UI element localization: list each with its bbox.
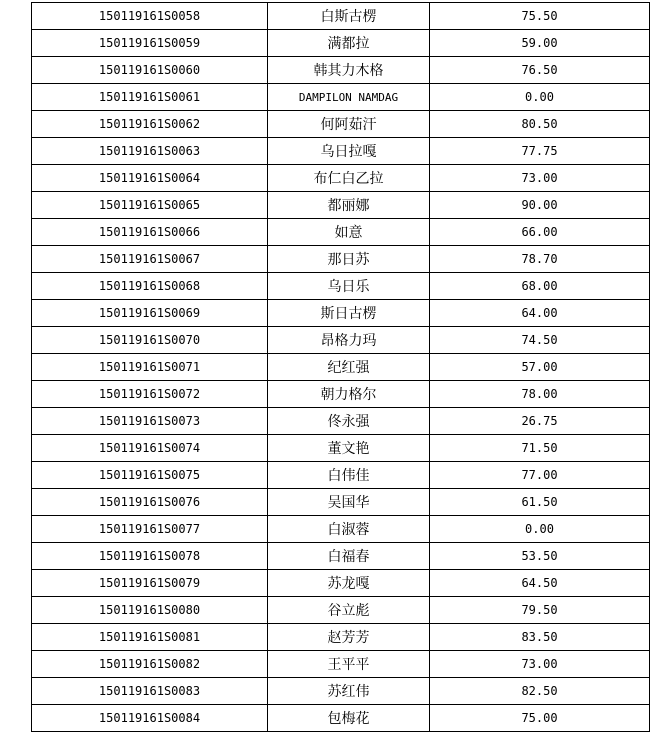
candidate-id-cell: 150119161S0084 bbox=[32, 705, 268, 732]
table-row bbox=[32, 705, 650, 732]
candidate-name-cell: 斯日古楞 bbox=[268, 300, 430, 327]
candidate-id-cell: 150119161S0066 bbox=[32, 219, 268, 246]
table-row bbox=[32, 327, 650, 354]
candidate-name-cell: 苏红伟 bbox=[268, 678, 430, 705]
table-row bbox=[32, 678, 650, 705]
table-row bbox=[32, 624, 650, 651]
candidate-id-cell: 150119161S0078 bbox=[32, 543, 268, 570]
table-row bbox=[32, 300, 650, 327]
candidate-id-cell: 150119161S0062 bbox=[32, 111, 268, 138]
candidate-name-cell: 乌日乐 bbox=[268, 273, 430, 300]
candidate-name-cell: 苏龙嘎 bbox=[268, 570, 430, 597]
table-row bbox=[32, 30, 650, 57]
score-cell: 64.00 bbox=[430, 300, 650, 327]
candidate-name-cell: 吴国华 bbox=[268, 489, 430, 516]
candidate-id-cell: 150119161S0083 bbox=[32, 678, 268, 705]
candidate-id-cell: 150119161S0060 bbox=[32, 57, 268, 84]
candidate-name-cell: 谷立彪 bbox=[268, 597, 430, 624]
score-cell: 73.00 bbox=[430, 651, 650, 678]
score-table-body bbox=[32, 3, 650, 732]
table-row bbox=[32, 651, 650, 678]
candidate-name-cell: 白斯古楞 bbox=[268, 3, 430, 30]
table-row bbox=[32, 489, 650, 516]
candidate-name-cell: 都丽娜 bbox=[268, 192, 430, 219]
score-cell: 83.50 bbox=[430, 624, 650, 651]
candidate-id-cell: 150119161S0079 bbox=[32, 570, 268, 597]
score-cell: 66.00 bbox=[430, 219, 650, 246]
candidate-id-cell: 150119161S0076 bbox=[32, 489, 268, 516]
score-cell: 73.00 bbox=[430, 165, 650, 192]
candidate-id-cell: 150119161S0071 bbox=[32, 354, 268, 381]
candidate-id-cell: 150119161S0077 bbox=[32, 516, 268, 543]
candidate-name-cell: 白福春 bbox=[268, 543, 430, 570]
candidate-id-cell: 150119161S0074 bbox=[32, 435, 268, 462]
candidate-id-cell: 150119161S0061 bbox=[32, 84, 268, 111]
table-row bbox=[32, 246, 650, 273]
candidate-id-cell: 150119161S0070 bbox=[32, 327, 268, 354]
score-cell: 68.00 bbox=[430, 273, 650, 300]
candidate-name-cell: 赵芳芳 bbox=[268, 624, 430, 651]
candidate-name-cell: 纪红强 bbox=[268, 354, 430, 381]
candidate-name-cell: 王平平 bbox=[268, 651, 430, 678]
candidate-id-cell: 150119161S0064 bbox=[32, 165, 268, 192]
score-cell: 0.00 bbox=[430, 516, 650, 543]
table-row bbox=[32, 192, 650, 219]
candidate-id-cell: 150119161S0080 bbox=[32, 597, 268, 624]
table-row bbox=[32, 165, 650, 192]
table-row bbox=[32, 381, 650, 408]
candidate-id-cell: 150119161S0069 bbox=[32, 300, 268, 327]
candidate-id-cell: 150119161S0067 bbox=[32, 246, 268, 273]
candidate-id-cell: 150119161S0068 bbox=[32, 273, 268, 300]
table-row bbox=[32, 111, 650, 138]
candidate-name-cell: 如意 bbox=[268, 219, 430, 246]
score-cell: 0.00 bbox=[430, 84, 650, 111]
candidate-name-cell: 何阿茹汗 bbox=[268, 111, 430, 138]
candidate-name-cell: 乌日拉嘎 bbox=[268, 138, 430, 165]
candidate-name-cell: 包梅花 bbox=[268, 705, 430, 732]
score-cell: 53.50 bbox=[430, 543, 650, 570]
table-row bbox=[32, 3, 650, 30]
candidate-id-cell: 150119161S0075 bbox=[32, 462, 268, 489]
score-table bbox=[31, 2, 650, 732]
score-cell: 78.70 bbox=[430, 246, 650, 273]
table-row bbox=[32, 543, 650, 570]
table-row bbox=[32, 597, 650, 624]
candidate-id-cell: 150119161S0081 bbox=[32, 624, 268, 651]
table-row bbox=[32, 462, 650, 489]
score-cell: 78.00 bbox=[430, 381, 650, 408]
score-cell: 75.50 bbox=[430, 3, 650, 30]
candidate-id-cell: 150119161S0073 bbox=[32, 408, 268, 435]
candidate-name-cell: 董文艳 bbox=[268, 435, 430, 462]
score-cell: 77.00 bbox=[430, 462, 650, 489]
candidate-name-cell: 白伟佳 bbox=[268, 462, 430, 489]
candidate-id-cell: 150119161S0058 bbox=[32, 3, 268, 30]
candidate-name-cell: 白淑蓉 bbox=[268, 516, 430, 543]
score-cell: 79.50 bbox=[430, 597, 650, 624]
score-cell: 64.50 bbox=[430, 570, 650, 597]
score-cell: 74.50 bbox=[430, 327, 650, 354]
score-cell: 57.00 bbox=[430, 354, 650, 381]
table-row bbox=[32, 516, 650, 543]
table-row bbox=[32, 219, 650, 246]
score-cell: 26.75 bbox=[430, 408, 650, 435]
candidate-id-cell: 150119161S0082 bbox=[32, 651, 268, 678]
candidate-name-cell: 韩其力木格 bbox=[268, 57, 430, 84]
candidate-name-cell: 满都拉 bbox=[268, 30, 430, 57]
score-cell: 82.50 bbox=[430, 678, 650, 705]
score-cell: 71.50 bbox=[430, 435, 650, 462]
candidate-name-cell: 佟永强 bbox=[268, 408, 430, 435]
score-cell: 80.50 bbox=[430, 111, 650, 138]
score-cell: 61.50 bbox=[430, 489, 650, 516]
score-cell: 76.50 bbox=[430, 57, 650, 84]
table-row bbox=[32, 84, 650, 111]
table-row bbox=[32, 273, 650, 300]
candidate-id-cell: 150119161S0063 bbox=[32, 138, 268, 165]
candidate-id-cell: 150119161S0059 bbox=[32, 30, 268, 57]
table-row bbox=[32, 570, 650, 597]
candidate-name-cell: 布仁白乙拉 bbox=[268, 165, 430, 192]
table-row bbox=[32, 138, 650, 165]
table-row bbox=[32, 354, 650, 381]
score-cell: 90.00 bbox=[430, 192, 650, 219]
table-row bbox=[32, 408, 650, 435]
candidate-name-cell: 昂格力玛 bbox=[268, 327, 430, 354]
candidate-id-cell: 150119161S0065 bbox=[32, 192, 268, 219]
table-row bbox=[32, 57, 650, 84]
candidate-name-cell: 朝力格尔 bbox=[268, 381, 430, 408]
table-row bbox=[32, 435, 650, 462]
candidate-id-cell: 150119161S0072 bbox=[32, 381, 268, 408]
candidate-name-cell: DAMPILON NAMDAG bbox=[268, 84, 430, 111]
candidate-name-cell: 那日苏 bbox=[268, 246, 430, 273]
score-cell: 75.00 bbox=[430, 705, 650, 732]
score-cell: 59.00 bbox=[430, 30, 650, 57]
score-cell: 77.75 bbox=[430, 138, 650, 165]
